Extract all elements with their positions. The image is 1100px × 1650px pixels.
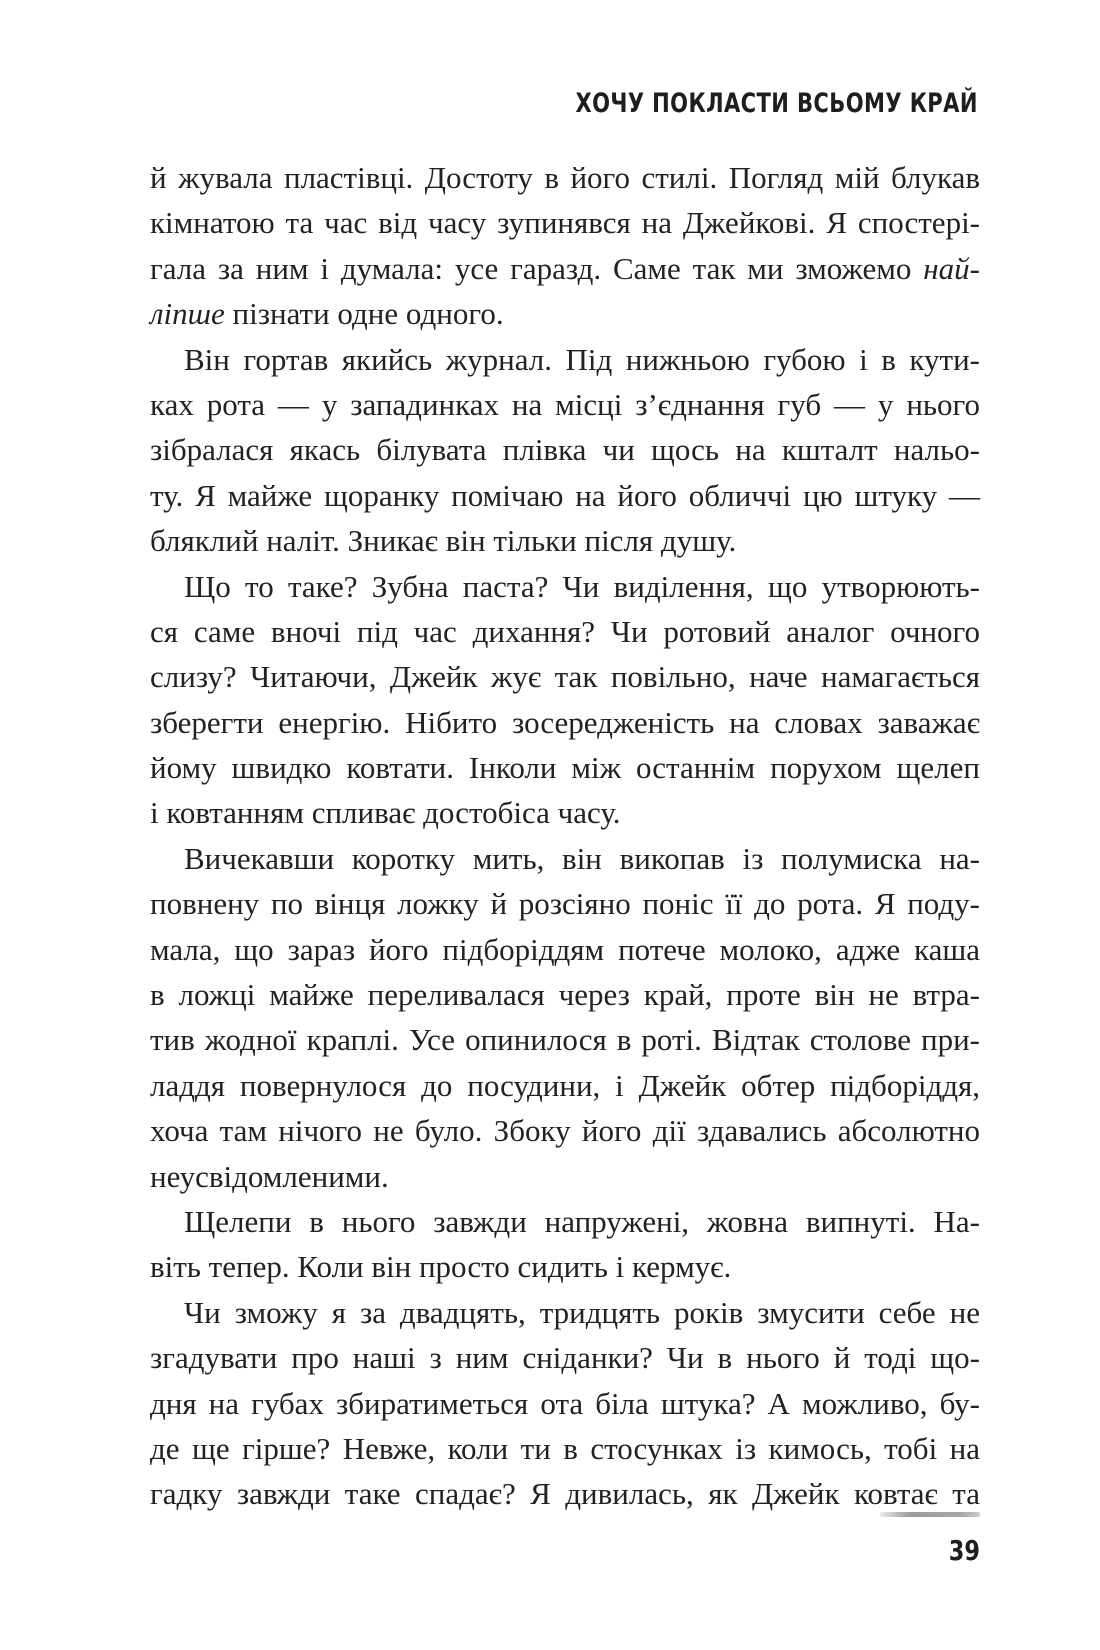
text-line: йому швидко ковтати. Інколи між останнім порухом щелеп [150, 750, 980, 786]
page-number: 39 [948, 1534, 980, 1567]
text-line: Він гортав якийсь журнал. Під нижньою губою і в кути- [184, 341, 980, 377]
text-line: де ще гірше? Невже, коли ти в стосунках із кимось, тобі на [150, 1430, 980, 1466]
text-line: згадувати про наші з ним сніданки? Чи в нього й тоді що- [150, 1340, 980, 1376]
text-line: дня на губах збиратиметься ота біла штука? А можливо, бу- [150, 1385, 980, 1421]
text-line: хоча там нічого не було. Збоку його дії здавались абсолютно [150, 1113, 980, 1149]
line-text: гала за ним і думала: усе гаразд. Саме так ми зможемо [150, 250, 924, 286]
text-line: кімнатою та час від часу зупинявся на Джейкові. Я спостері- [150, 205, 980, 241]
text-line [150, 291, 980, 336]
text-line: слизу? Читаючи, Джейк жує так повільно, наче намагається [150, 659, 980, 695]
text-line: й жувала пластівці. Достоту в його стилі. Погляд мій блукав [150, 160, 980, 195]
text-line: бляклий наліт. Зникає він тільки після душу. [150, 523, 737, 559]
text-line: ладдя повернулося до посудини, і Джейк обтер підборіддя, [150, 1067, 980, 1103]
running-head: ХОЧУ ПОКЛАСТИ ВСЬОМУ КРАЙ [575, 88, 978, 119]
text-line: гадку завжди таке спадає? Я дивилась, як Джейк ковтає та [150, 1476, 980, 1512]
text-line: тив жодної краплі. Усе опинилося в роті. Відтак столове при- [150, 1022, 980, 1058]
italic-text: най- [923, 250, 980, 286]
text-line: зібралася якась білувата плівка чи щось на кшталт нальо- [150, 432, 980, 468]
text-line: повнену по вінця ложку й розсіяно поніс її до рота. Я поду- [150, 886, 980, 922]
text-line: ту. Я майже щоранку помічаю на його обличчі цю штуку — [150, 477, 980, 513]
text-line: ся саме вночі під час дихання? Чи ротовий аналог очного [150, 613, 980, 649]
text-line: мала, що зараз його підборіддям потече молоко, адже каша [150, 931, 980, 967]
italic-text: ліпше [150, 296, 225, 332]
folio-rule [880, 1512, 980, 1517]
text-line: Чи зможу я за двадцять, тридцять років змусити себе не [184, 1294, 980, 1330]
text-line: неусвідомленими. [150, 1158, 389, 1194]
line-text: пізнати одне одного. [224, 296, 504, 332]
text-line: зберегти енергію. Нібито зосередженість на словах заважає [150, 704, 980, 740]
text-line: Що то таке? Зубна паста? Чи виділення, що утворюють- [184, 568, 980, 604]
body-text [150, 155, 980, 1517]
text-line: Вичекавши коротку мить, він викопав із полумиска на- [184, 840, 980, 876]
text-line [150, 246, 980, 291]
text-line: в ложці майже переливалася через край, проте він не втра- [150, 977, 980, 1013]
text-line: і ковтанням спливає достобіса часу. [150, 795, 621, 831]
text-line: віть тепер. Коли він просто сидить і кермує. [150, 1249, 732, 1285]
text-line: Щелепи в нього завжди напружені, жовна випнуті. На- [184, 1203, 980, 1239]
text-line: ках рота — у западинках на місці з’єднання губ — у нього [150, 386, 980, 422]
